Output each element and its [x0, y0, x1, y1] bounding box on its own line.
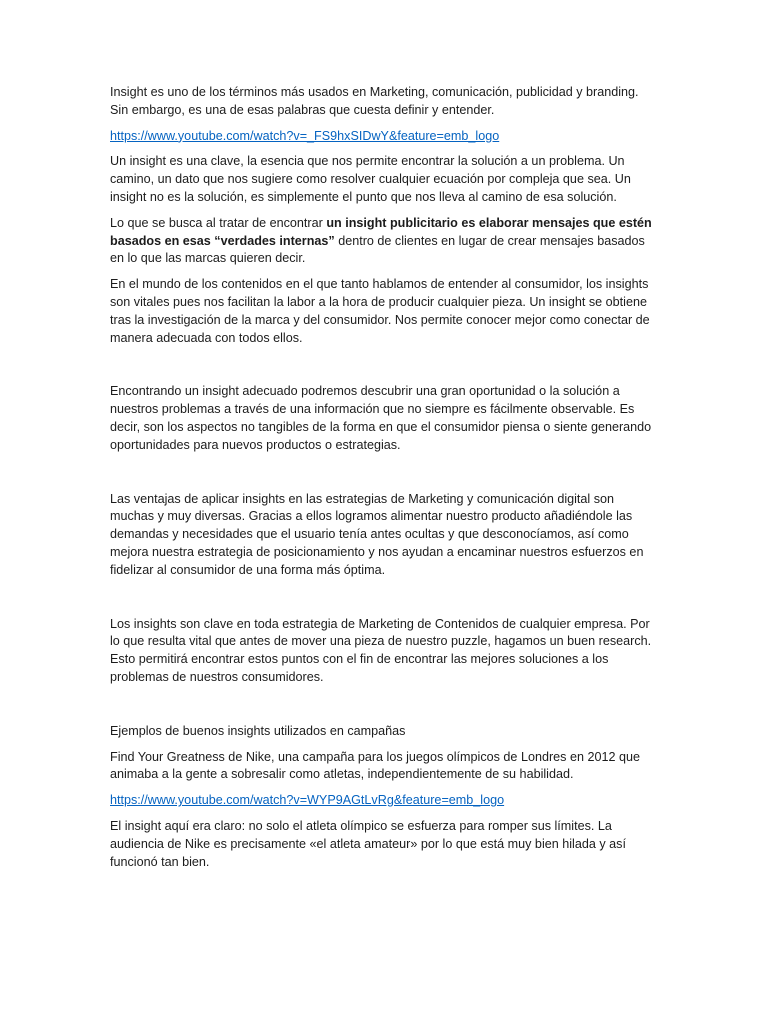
paragraph-content-world: En el mundo de los contenidos en el que tanto hablamos de entender al consumidor, los insights son vitales pues nos facilitan la labor a la hora de producir cualquier pieza. Un insight se obtiene tras la investigación de la marca y del consumidor. Nos permite conocer mejor como conectar de manera adecuada con todos ellos. — [110, 277, 650, 345]
paragraph-goal-bold: un insight publicitario es elaborar mensajes que estén basados en esas “verdades internas” — [110, 215, 652, 248]
paragraph-intro: Insight es uno de los términos más usados en Marketing, comunicación, publicidad y branding. Sin embargo, es una de esas palabras que cuesta definir y entender. — [110, 85, 639, 117]
paragraph-goal-start: Lo que se busca al tratar de encontrar — [110, 215, 327, 230]
paragraph-nike: Find Your Greatness de Nike, una campaña para los juegos olímpicos de Londres en 2012 que animaba a la gente a sobresalir como atletas, independientemente de su habilidad. — [110, 749, 640, 782]
paragraph-opportunity: Encontrando un insight adecuado podremos descubrir una gran oportunidad o la solución a nuestros problemas a través de una información que no siempre es fácilmente observable. Es decir, son los aspectos no tangibles de la forma en que el consumidor piensa o siente generando oportunidades para nuevos productos o estrategias. — [110, 384, 652, 452]
paragraph-definition: Un insight es una clave, la esencia que nos permite encontrar la solución a un problema. Un camino, un dato que nos sugiere como resolver cualquier ecuación por compleja que sea. Un insight no es la solución, es simplemente el punto que nos lleva al camino de esa solución. — [110, 154, 631, 204]
paragraph-goal — [110, 215, 660, 268]
paragraph-link-2 — [110, 792, 660, 810]
youtube-link-1[interactable]: https://www.youtube.com/watch?v=_FS9hxSIDwY&feature=emb_logo — [110, 128, 500, 143]
paragraph-conclusion: El insight aquí era claro: no solo el atleta olímpico se esfuerza para romper sus límites. La audiencia de Nike es precisamente «el atleta amateur» por lo que está muy bien hilada y así funcionó tan bien. — [110, 818, 626, 869]
youtube-link-2[interactable]: https://www.youtube.com/watch?v=WYP9AGtLvRg&feature=emb_logo — [110, 793, 505, 808]
document-page — [110, 84, 660, 879]
section-heading: Ejemplos de buenos insights utilizados en campañas — [110, 723, 406, 738]
paragraph-key: Los insights son clave en toda estrategia de Marketing de Contenidos de cualquier empresa. Por lo que resulta vital que antes de mover una pieza de nuestro puzzle, hagamos un buen research. Esto permitirá encontrar estos puntos con el fin de encontrar las mejores soluciones a los problemas de nuestros consumidores. — [110, 616, 652, 684]
paragraph-link-1 — [110, 128, 660, 146]
paragraph-advantages: Las ventajas de aplicar insights en las estrategias de Marketing y comunicación digital son muchas y muy diversas. Gracias a ellos logramos alimentar nuestro producto añadiéndole las demandas y necesidades que el usuario tenía antes ocultas y que desconocíamos, así como mejora nuestra estrategia de posicionamiento y nos ayudan a encaminar nuestros esfuerzos en fidelizar al consumidor de una forma más óptima. — [110, 491, 644, 577]
paragraph-goal-end: dentro de clientes en lugar de crear mensajes basados en lo que las marcas quieren decir. — [110, 233, 645, 266]
